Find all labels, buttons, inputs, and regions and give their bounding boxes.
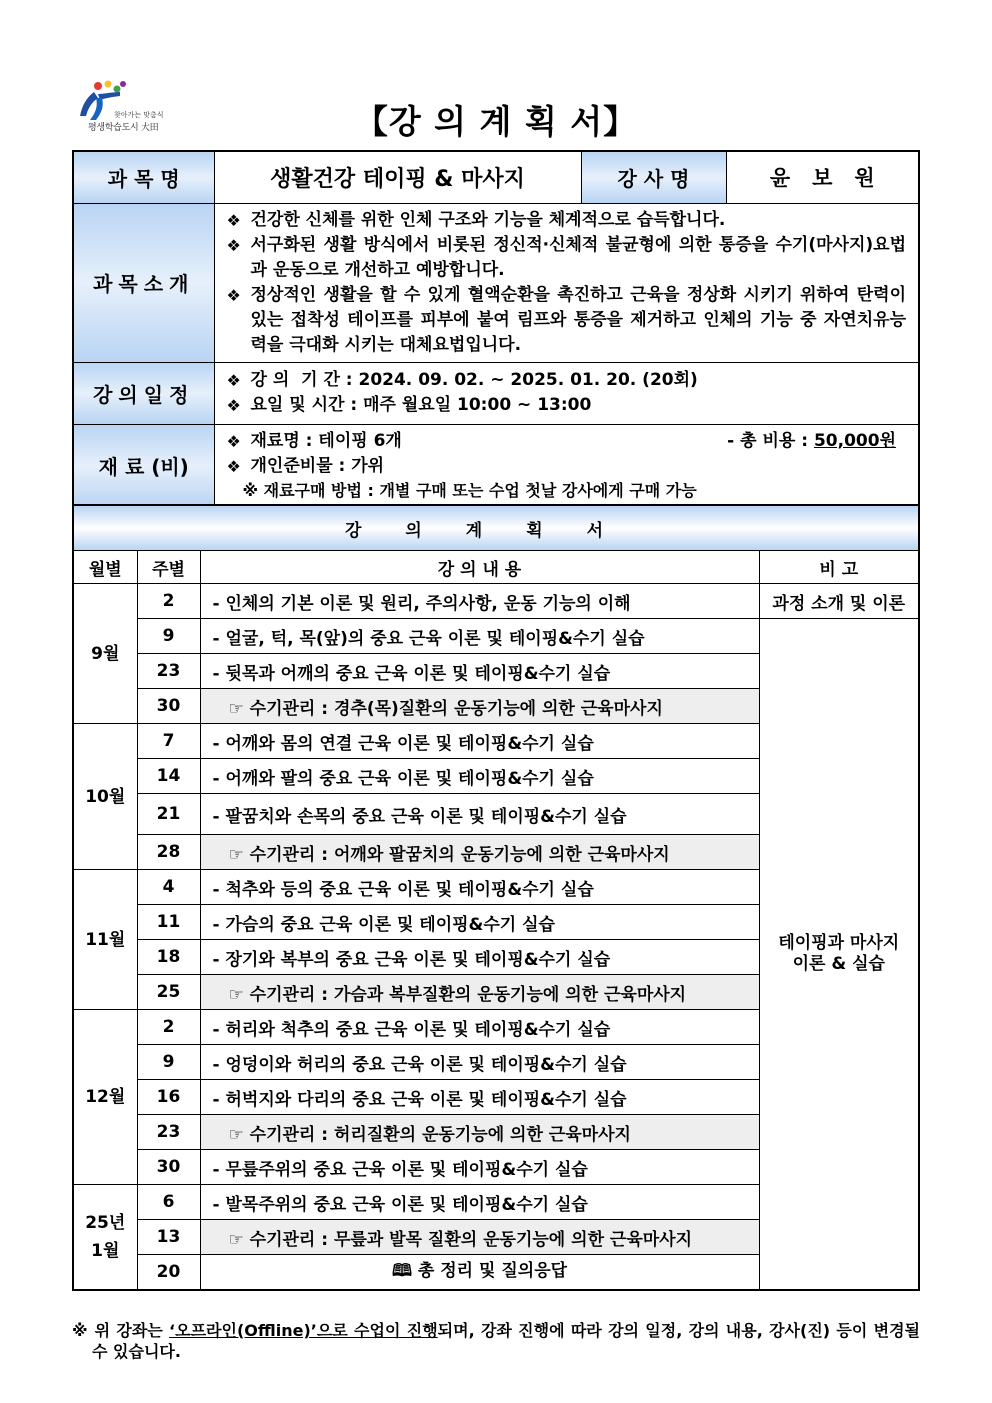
intro-content — [214, 203, 919, 362]
content-cell: - 가슴의 중요 근육 이론 및 테이핑&수기 실습 — [200, 905, 759, 940]
month-cell: 12월 — [73, 1010, 137, 1185]
intro-item: ❖ 정상적인 생활을 할 수 있게 혈액순환을 촉진하고 근육을 정상화 시키기 위하여 탄력이 있는 접착성 테이프를 피부에 붙여 림프와 통증을 제거하고 인체의 기능 중 자연치유능력을 극대화 시키는 대체요법입니다. — [223, 283, 907, 358]
content-cell: - 무릎주위의 중요 근육 이론 및 테이핑&수기 실습 — [200, 1150, 759, 1185]
table-row — [73, 619, 919, 654]
week-cell: 14 — [137, 759, 200, 794]
remark-practice: 테이핑과 마사지 이론 & 실습 — [759, 619, 919, 1290]
intro-item: ❖ 서구화된 생활 방식에서 비롯된 정신적·신체적 불균형에 의한 통증을 수기(마사지)요법과 운동으로 개선하고 예방합니다. — [223, 233, 907, 283]
content-cell-massage: ☞ 수기관리 : 가슴과 복부질환의 운동기능에 의한 근육마사지 — [200, 975, 759, 1010]
table-row — [73, 584, 919, 619]
course-name-label: 과 목 명 — [73, 151, 214, 203]
week-cell: 2 — [137, 1010, 200, 1045]
week-cell: 4 — [137, 870, 200, 905]
content-cell: - 허벅지와 다리의 중요 근육 이론 및 테이핑&수기 실습 — [200, 1080, 759, 1115]
content-cell-massage: ☞ 수기관리 : 경추(목)질환의 운동기능에 의한 근육마사지 — [200, 689, 759, 724]
content-cell-massage: ☞ 수기관리 : 어깨와 팔꿈치의 운동기능에 의한 근육마사지 — [200, 835, 759, 870]
footer-offline-note: ‘오프라인(Offline)’으로 수업이 진행 — [169, 1321, 438, 1340]
content-cell: - 허리와 척추의 중요 근육 이론 및 테이핑&수기 실습 — [200, 1010, 759, 1045]
schedule-row — [73, 362, 919, 424]
content-cell: - 엉덩이와 허리의 중요 근육 이론 및 테이핑&수기 실습 — [200, 1045, 759, 1080]
intro-item: ❖ 건강한 신체를 위한 인체 구조와 기능을 체계적으로 습득합니다. — [223, 208, 907, 233]
logo-name: 평생학습도시 大田 — [88, 123, 159, 133]
schedule-period: ❖ 강 의 기 간 : 2024. 09. 02. ~ 2025. 01. 20. (20회) — [223, 368, 907, 393]
week-cell: 25 — [137, 975, 200, 1010]
week-cell: 30 — [137, 689, 200, 724]
header-month: 월별 — [73, 551, 137, 584]
content-cell: - 어깨와 몸의 연결 근육 이론 및 테이핑&수기 실습 — [200, 724, 759, 759]
course-row — [73, 151, 919, 203]
instructor-value: 윤 보 원 — [726, 151, 919, 203]
header-remark: 비 고 — [759, 551, 919, 584]
instructor-label: 강 사 명 — [581, 151, 726, 203]
logo-tagline: 찾아가는 맞춤식 — [114, 111, 164, 119]
content-cell: - 장기와 복부의 중요 근육 이론 및 테이핑&수기 실습 — [200, 940, 759, 975]
content-cell: - 얼굴, 턱, 목(앞)의 중요 근육 이론 및 테이핑&수기 실습 — [200, 619, 759, 654]
week-cell: 20 — [137, 1255, 200, 1290]
week-cell: 21 — [137, 794, 200, 835]
content-cell: - 발목주위의 중요 근육 이론 및 테이핑&수기 실습 — [200, 1185, 759, 1220]
week-cell: 30 — [137, 1150, 200, 1185]
header-content: 강 의 내 용 — [200, 551, 759, 584]
week-cell: 2 — [137, 584, 200, 619]
month-cell: 25년 1월 — [73, 1185, 137, 1290]
week-cell: 18 — [137, 940, 200, 975]
personal-items: ❖ 개인준비물 : 가위 — [223, 454, 907, 479]
month-cell: 9월 — [73, 584, 137, 724]
week-cell: 13 — [137, 1220, 200, 1255]
content-cell: - 척추와 등의 중요 근육 이론 및 테이핑&수기 실습 — [200, 870, 759, 905]
content-cell-massage: ☞ 수기관리 : 허리질환의 운동기능에 의한 근육마사지 — [200, 1115, 759, 1150]
total-cost — [727, 429, 906, 454]
content-cell-review: 🕮 총 정리 및 질의응답 — [200, 1255, 759, 1290]
material-label: 재 료 (비) — [73, 424, 214, 508]
material-content — [214, 424, 919, 508]
intro-row — [73, 203, 919, 362]
week-cell: 11 — [137, 905, 200, 940]
schedule-label: 강의일정 — [73, 362, 214, 424]
content-cell: - 인체의 기본 이론 및 원리, 주의사항, 운동 기능의 이해 — [200, 584, 759, 619]
footer-prefix: ※ 위 강좌는 — [72, 1321, 170, 1340]
intro-label: 과목소개 — [73, 203, 214, 362]
total-cost-label: - 총 비용 : — [727, 430, 814, 451]
course-info-table — [72, 150, 920, 509]
material-row — [73, 424, 919, 508]
content-cell: - 어깨와 팔의 중요 근육 이론 및 테이핑&수기 실습 — [200, 759, 759, 794]
week-cell: 9 — [137, 1045, 200, 1080]
week-cell: 28 — [137, 835, 200, 870]
content-cell: - 팔꿈치와 손목의 중요 근육 이론 및 테이핑&수기 실습 — [200, 794, 759, 835]
header-week: 주별 — [137, 551, 200, 584]
week-cell: 23 — [137, 1115, 200, 1150]
course-name-value: 생활건강 테이핑 & 마사지 — [214, 151, 581, 203]
lecture-plan-banner: 강의계획서 — [73, 505, 919, 551]
total-cost-value: 50,000원 — [813, 430, 896, 451]
lecture-plan-table — [72, 504, 920, 1291]
week-cell: 23 — [137, 654, 200, 689]
footer-suffix: 되며, 강좌 진행에 따라 강의 일정, 강의 내용, 강사(진) 등이 변경될 수 있습니다. — [92, 1321, 920, 1361]
material-name: ❖ 재료명 : 테이핑 6개 — [223, 429, 402, 454]
month-cell: 10월 — [73, 724, 137, 870]
schedule-content — [214, 362, 919, 424]
footer-note — [72, 1320, 920, 1362]
page-title: 【강 의 계 획 서】 — [354, 102, 638, 141]
content-cell-massage: ☞ 수기관리 : 무릎과 발목 질환의 운동기능에 의한 근육마사지 — [200, 1220, 759, 1255]
remark-intro: 과정 소개 및 이론 — [759, 584, 919, 619]
week-cell: 9 — [137, 619, 200, 654]
week-cell: 16 — [137, 1080, 200, 1115]
content-cell: - 뒷목과 어깨의 중요 근육 이론 및 테이핑&수기 실습 — [200, 654, 759, 689]
week-cell: 6 — [137, 1185, 200, 1220]
week-cell: 7 — [137, 724, 200, 759]
month-cell: 11월 — [73, 870, 137, 1010]
purchase-note: ※ 재료구매 방법 : 개별 구매 또는 수업 첫날 강사에게 구매 가능 — [242, 480, 697, 500]
schedule-time: ❖ 요일 및 시간 : 매주 월요일 10:00 ~ 13:00 — [223, 393, 907, 418]
